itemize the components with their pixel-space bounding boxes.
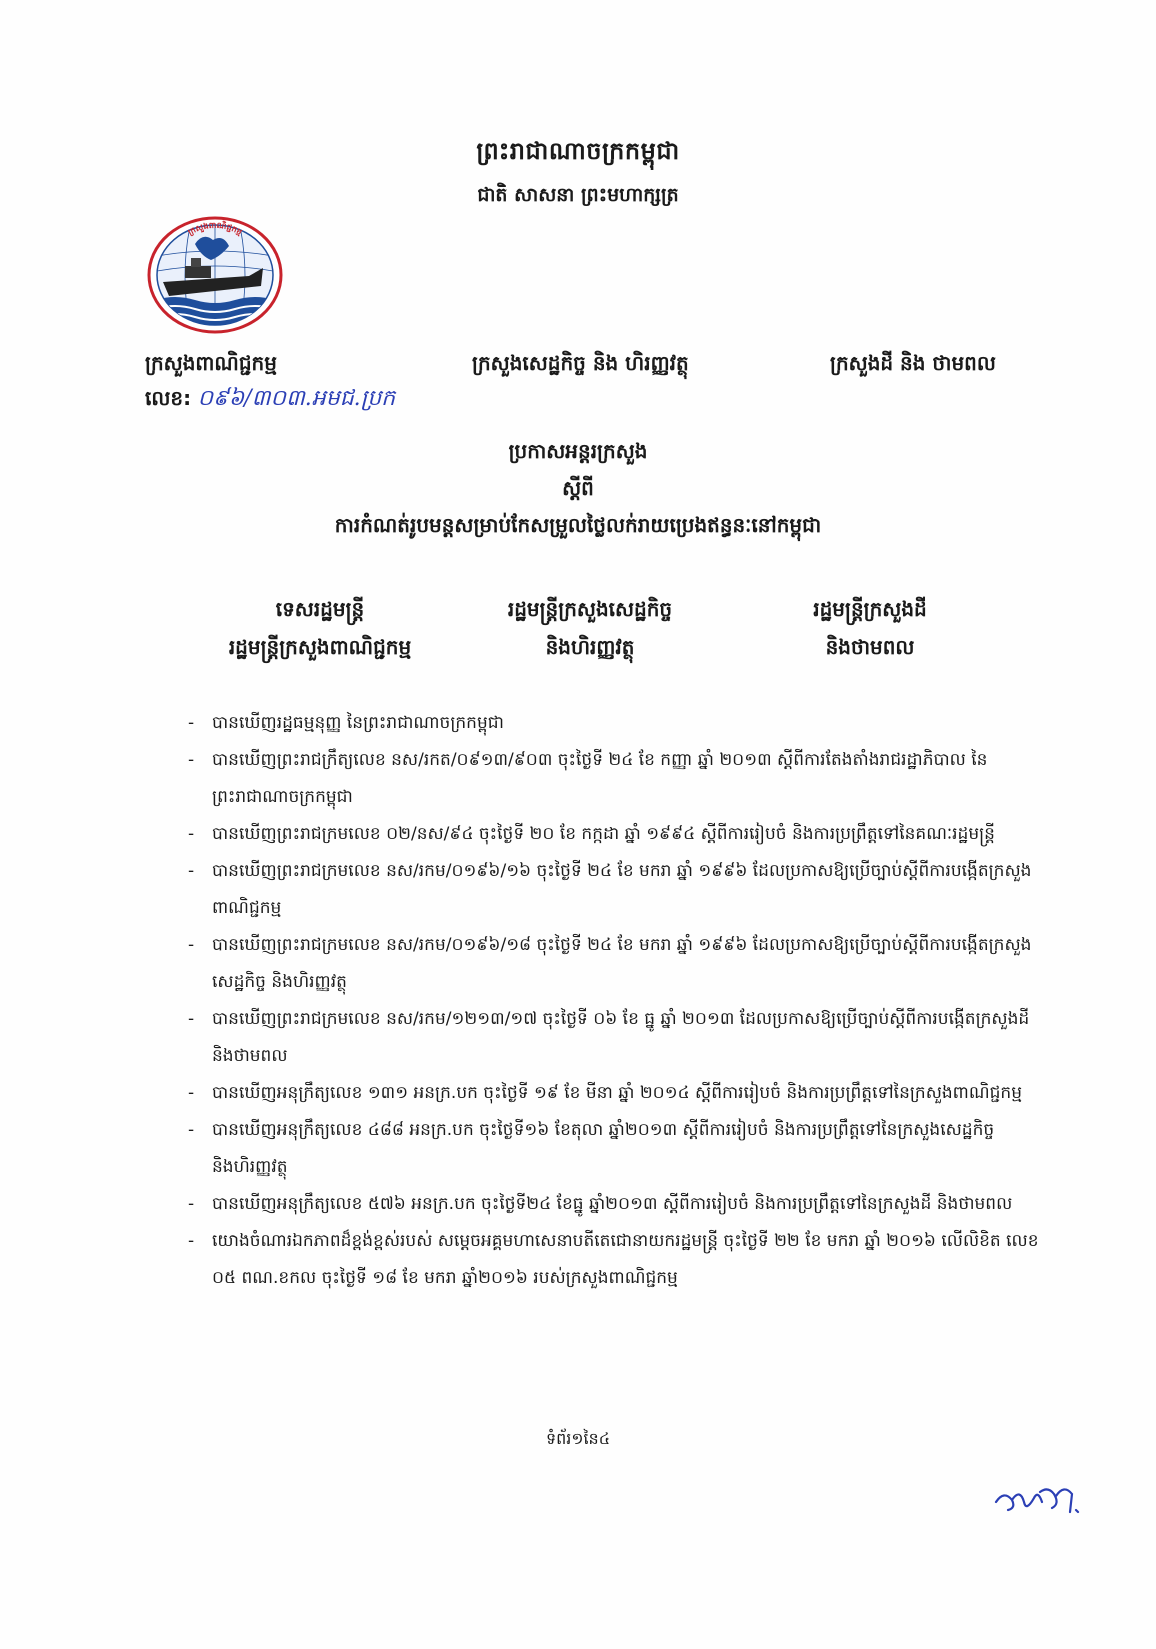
document-type: ប្រកាសអន្តរក្រសួង [508, 439, 648, 463]
clause-item: - បានឃើញអនុក្រឹត្យលេខ ៤៨៨ អនក្រ.បក ចុះថ្ងៃទី១៦ ខែតុលា ឆ្នាំ២០១៣ ស្តីពីការរៀបចំ និងការប្រព្រឹត្តទៅនៃក្រសួងសេដ្ឋកិច្ច និងហិរញ្ញវត្ថុ [188, 1112, 1050, 1186]
signatory-land-line1: រដ្ឋមន្ត្រីក្រសួងដី [813, 597, 927, 621]
signatory-commerce-line1: ទេសរដ្ឋមន្ត្រី [275, 597, 365, 621]
signatory-commerce [205, 590, 435, 666]
signatory-land-line2: និងថាមពល [825, 635, 915, 659]
kingdom-heading: ព្រះរាជាណាចក្រកម្ពុជា [476, 136, 680, 165]
national-motto: ជាតិ សាសនា ព្រះមហាក្សត្រ [477, 184, 679, 206]
signatory-commerce-line2: រដ្ឋមន្ត្រីក្រសួងពាណិជ្ជកម្ម [228, 635, 412, 659]
reference-number [145, 384, 395, 416]
clause-item: - បានឃើញព្រះរាជក្រមលេខ នស/រកម/០១៩៦/១៨ ចុះថ្ងៃទី ២៤ ខែ មករា ឆ្នាំ ១៩៩៦ ដែលប្រកាសឱ្យប្រើច្បាប់ស្តីពីការបង្កើតក្រសួងសេដ្ឋកិច្ច និងហិរញ្ញវត្ថុ [188, 927, 1050, 1001]
clause-item: - បានឃើញរដ្ឋធម្មនុញ្ញ នៃព្រះរាជាណាចក្រកម្ពុជា [188, 705, 1050, 742]
document-subject: ការកំណត់រូបមន្តសម្រាប់កែសម្រួលថ្លៃលក់រាយប្រេងឥន្ធនៈនៅកម្ពុជា [334, 513, 822, 537]
preamble-clauses [188, 705, 1050, 1297]
clause-item: - បានឃើញព្រះរាជក្រមលេខ ០២/នស/៩៤ ចុះថ្ងៃទី ២០ ខែ កក្កដា ឆ្នាំ ១៩៩៤ ស្តីពីការរៀបចំ និងការប្រព្រឹត្តទៅនៃគណៈរដ្ឋមន្ត្រី [188, 816, 1050, 853]
document-subject-label: ស្តីពី [562, 476, 594, 500]
signatory-economy-line1: រដ្ឋមន្ត្រីក្រសួងសេដ្ឋកិច្ច [507, 597, 673, 621]
clause-item: - បានឃើញព្រះរាជក្រឹត្យលេខ នស/រកត/០៩១៣/៩០៣ ចុះថ្ងៃទី ២៤ ខែ កញ្ញា ឆ្នាំ ២០១៣ ស្តីពីការតែងតាំងរាជរដ្ឋាភិបាល នៃព្រះរាជាណាចក្រកម្ពុជា [188, 742, 1050, 816]
clause-item: - បានឃើញព្រះរាជក្រមលេខ នស/រកម/០១៩៦/១៦ ចុះថ្ងៃទី ២៤ ខែ មករា ឆ្នាំ ១៩៩៦ ដែលប្រកាសឱ្យប្រើច្បាប់ស្តីពីការបង្កើតក្រសួងពាណិជ្ជកម្ម [188, 853, 1050, 927]
page-number: ទំព័រ១នៃ៤ [545, 1429, 611, 1448]
clause-item: - យោងចំណារឯកភាពដ៏ខ្ពង់ខ្ពស់របស់ សម្តេចអគ្គមហាសេនាបតីតេជោនាយករដ្ឋមន្ត្រី ចុះថ្ងៃទី ២២ ខែ មករា ឆ្នាំ ២០១៦ លើលិខិត លេខ ០៥ ពណ.ខកល ចុះថ្ងៃទី ១៨ ខែ មករា ឆ្នាំ២០១៦ របស់ក្រសួងពាណិជ្ជកម្ម [188, 1223, 1050, 1297]
signatory-land [780, 590, 960, 666]
clause-item: - បានឃើញព្រះរាជក្រមលេខ នស/រកម/១២១៣/១៧ ចុះថ្ងៃទី ០៦ ខែ ធ្នូ ឆ្នាំ ២០១៣ ដែលប្រកាសឱ្យប្រើច្បាប់ស្តីពីការបង្កើតក្រសួងដី និងថាមពល [188, 1001, 1050, 1075]
ministry-commerce: ក្រសួងពាណិជ្ជកម្ម [145, 351, 277, 375]
ministry-logo [145, 216, 285, 334]
reference-value: ០៩៦/៣០៣.អមជ.ប្រក [197, 386, 396, 411]
ministry-land: ក្រសួងដី និង ថាមពល [830, 351, 996, 375]
signatory-economy-line2: និងហិរញ្ញវត្ថុ [545, 635, 635, 659]
handwritten-initials [990, 1472, 1090, 1522]
reference-label: លេខ: [145, 386, 192, 410]
logo-text: ក្រសួងពាណិជ្ជកម្ម [186, 220, 244, 237]
signatory-economy [480, 590, 700, 666]
clause-item: - បានឃើញអនុក្រឹត្យលេខ ៥៧៦ អនក្រ.បក ចុះថ្ងៃទី២៤ ខែធ្នូ ឆ្នាំ២០១៣ ស្តីពីការរៀបចំ និងការប្រព្រឹត្តទៅនៃក្រសួងដី និងថាមពល [188, 1186, 1050, 1223]
ministry-economy: ក្រសួងសេដ្ឋកិច្ច និង ហិរញ្ញវត្ថុ [472, 351, 689, 375]
clause-item: - បានឃើញអនុក្រឹត្យលេខ ១៣១ អនក្រ.បក ចុះថ្ងៃទី ១៩ ខែ មីនា ឆ្នាំ ២០១៤ ស្តីពីការរៀបចំ និងការប្រព្រឹត្តទៅនៃក្រសួងពាណិជ្ជកម្ម [188, 1075, 1050, 1112]
